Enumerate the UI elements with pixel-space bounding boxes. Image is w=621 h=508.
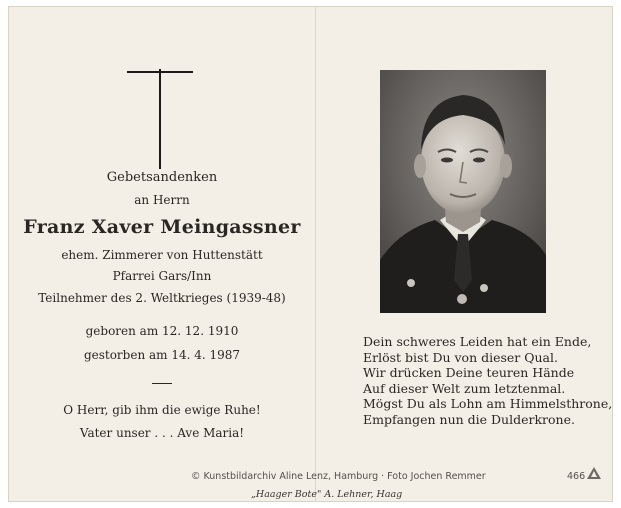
card-number: 466 bbox=[567, 471, 586, 482]
parish: Pfarrei Gars/Inn bbox=[112, 269, 212, 283]
poem-line: Mögst Du als Lohn am Himmelsthrone, bbox=[363, 396, 613, 411]
poem-line: Wir drücken Deine teuren Hände bbox=[363, 365, 575, 380]
publisher-logo-icon bbox=[587, 467, 601, 479]
cross-icon-horizontal bbox=[127, 71, 193, 73]
portrait-photo bbox=[380, 70, 546, 313]
publisher-line: „Haager Bote" A. Lehner, Haag bbox=[251, 489, 403, 500]
memorial-card bbox=[8, 6, 613, 502]
poem bbox=[363, 334, 613, 427]
war-note: Teilnehmer des 2. Weltkrieges (1939-48) bbox=[38, 291, 286, 305]
poem-line: Empfangen nun die Dulderkrone. bbox=[363, 411, 575, 427]
fold-line bbox=[315, 7, 316, 501]
poem-line: Dein schweres Leiden hat ein Ende, bbox=[363, 334, 592, 349]
death-date: gestorben am 14. 4. 1987 bbox=[83, 348, 241, 362]
to-line: an Herrn bbox=[134, 193, 190, 207]
deceased-name: Franz Xaver Meingassner bbox=[23, 216, 301, 238]
cross-icon-vertical bbox=[159, 69, 161, 169]
prayer-line-1: O Herr, gib ihm die ewige Ruhe! bbox=[63, 403, 261, 417]
poem-line: Erlöst bist Du von dieser Qual. bbox=[363, 349, 558, 365]
heading: Gebetsandenken bbox=[106, 170, 218, 185]
divider-dash bbox=[152, 383, 172, 384]
prayer-line-2: Vater unser . . . Ave Maria! bbox=[79, 426, 245, 440]
birth-date: geboren am 12. 12. 1910 bbox=[85, 324, 239, 338]
occupation: ehem. Zimmerer von Huttenstätt bbox=[61, 248, 263, 262]
photo-credit: © Kunstbildarchiv Aline Lenz, Hamburg · Foto Jochen Remmer bbox=[191, 471, 486, 482]
poem-line: Auf dieser Welt zum letztenmal. bbox=[363, 380, 566, 396]
